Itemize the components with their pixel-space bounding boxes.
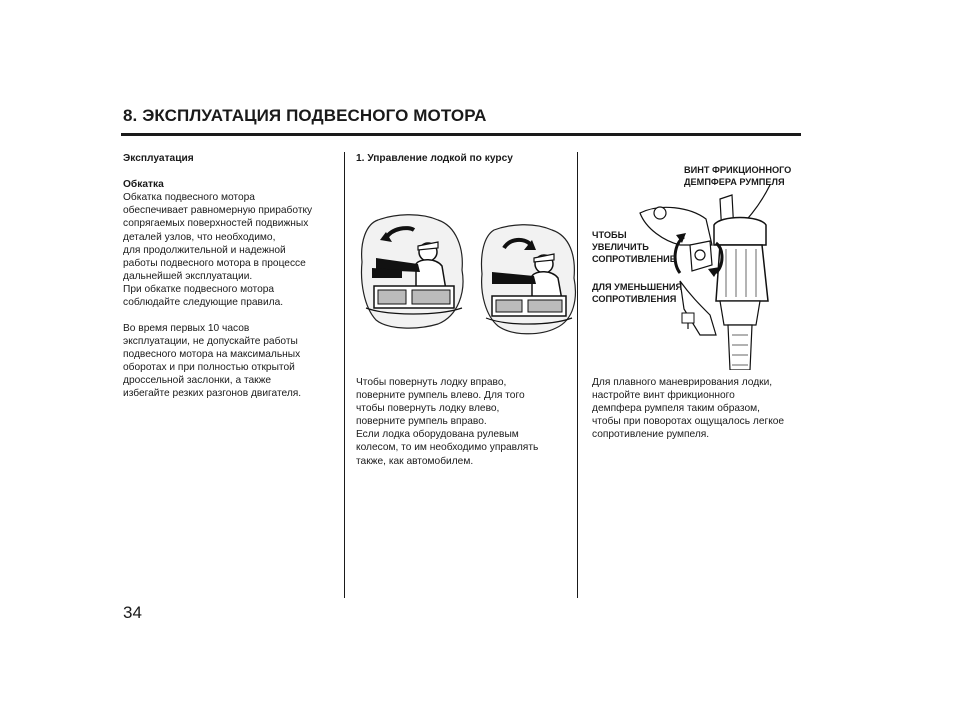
column-divider-left [344, 152, 345, 598]
paragraph-line: демпфера румпеля таким образом, [592, 403, 760, 415]
paragraph-line: обеспечивает равномерную приработку [123, 205, 313, 217]
middle-column-heading: 1. Управление лодкой по курсу [356, 153, 513, 164]
paragraph-line: дроссельной заслонки, а также [123, 375, 272, 387]
paragraph-line: Обкатка подвесного мотора [123, 192, 255, 204]
middle-column-text [356, 376, 538, 468]
steering-illustration-right [478, 222, 578, 337]
paragraph-line: сопрягаемых поверхностей подвижных [123, 218, 309, 230]
paragraph-line: чтобы повернуть лодку влево, [356, 403, 500, 415]
paragraph-line: оборотах и при полностью открытой [123, 362, 295, 374]
paragraph-line: также, как автомобилем. [356, 455, 474, 467]
paragraph-line: сопротивление румпеля. [592, 429, 710, 441]
callout-friction-screw: ВИНТ ФРИКЦИОННОГО ДЕМПФЕРА РУМПЕЛЯ [684, 165, 792, 187]
left-column [123, 152, 312, 309]
paragraph-line: При обкатке подвесного мотора [123, 283, 275, 295]
callout-increase-resistance: ЧТОБЫ УВЕЛИЧИТЬ СОПРОТИВЛЕНИЕ [592, 230, 676, 264]
paragraph-line: поверните румпель влево. Для того [356, 390, 525, 402]
paragraph-line: дальнейшей эксплуатации. [123, 270, 253, 282]
paragraph-line: соблюдайте следующие правила. [123, 297, 284, 309]
page-title: 8. ЭКСПЛУАТАЦИЯ ПОДВЕСНОГО МОТОРА [123, 106, 487, 125]
paragraph-line: Для плавного маневрирования лодки, [592, 377, 773, 388]
paragraph-line: избегайте резких разгонов двигателя. [123, 388, 302, 400]
paragraph-line: для продолжительной и надежной [123, 244, 286, 256]
right-column-text [592, 376, 784, 441]
subsection-heading: Обкатка [123, 179, 164, 191]
paragraph-line: Во время первых 10 часов [123, 323, 250, 334]
page-number: 34 [123, 603, 142, 622]
steering-illustration-left [358, 212, 468, 332]
friction-screw-illustration [620, 185, 805, 370]
paragraph-line: колесом, то им необходимо управлять [356, 442, 539, 454]
title-rule [121, 133, 801, 136]
callout-decrease-resistance: ДЛЯ УМЕНЬШЕНИЯ СОПРОТИВЛЕНИЯ [592, 282, 683, 304]
paragraph-line: чтобы при поворотах ощущалось легкое [592, 416, 785, 428]
left-column-para2 [123, 322, 301, 401]
section-heading: Эксплуатация [123, 153, 194, 164]
paragraph-line: Если лодка оборудована рулевым [356, 429, 519, 441]
paragraph-line: поверните румпель вправо. [356, 416, 487, 428]
paragraph-line: подвесного мотора на максимальных [123, 349, 301, 361]
paragraph-line: деталей узлов, что необходимо, [123, 231, 276, 243]
column-divider-right [577, 152, 578, 598]
paragraph-line: настройте винт фрикционного [592, 390, 735, 402]
paragraph-line: эксплуатации, не допускайте работы [123, 336, 298, 348]
paragraph-line: работы подвесного мотора в процессе [123, 257, 306, 269]
paragraph-line: Чтобы повернуть лодку вправо, [356, 377, 507, 388]
